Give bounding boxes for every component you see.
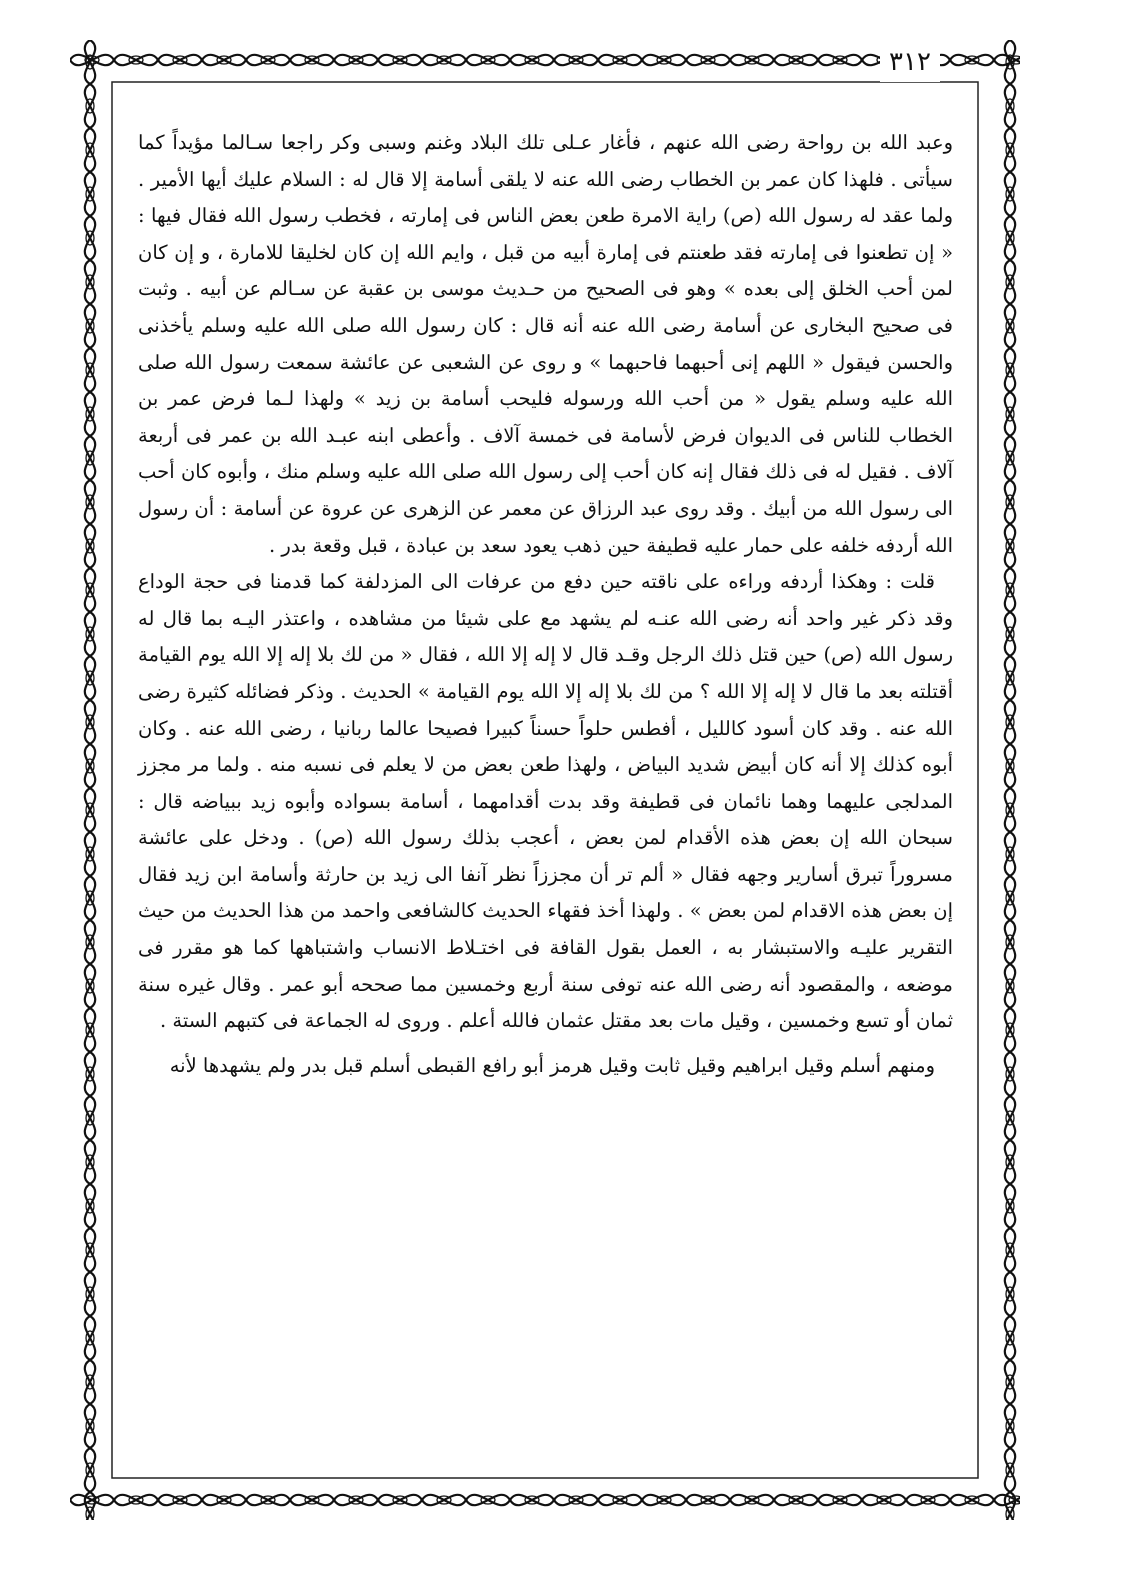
main-text	[138, 125, 953, 1460]
paragraph: قلت : وهكذا أردفه وراءه على ناقته حين دفع من عرفات الى المزدلفة كما قدمنا فى حجة الوداع وقد ذكر غير واحد أنه رضى الله عنـه لم يشهد مع على شيئا من مشاهده ، واعتذر اليـه بما قال له رسول الله (ص) حين قتل ذلك الرجل وقـد قال لا إله إلا الله ، فقال « من لك بلا إله إلا الله يوم القيامة أقتلته بعد ما قال لا إله إلا الله ؟ من لك بلا إله إلا الله يوم القيامة » الحديث . وذكر فضائله كثيرة رضى الله عنه . وقد كان أسود كالليل ، أفطس حلواً حسناً كبيرا فصيحا عالما ربانيا ، رضى الله عنه . وكان أبوه كذلك إلا أنه كان أبيض شديد البياض ، ولهذا طعن بعض من لا يعلم فى نسبه منه . ولما مر مجزز المدلجى عليهما وهما نائمان فى قطيفة وقد بدت أقدامهما ، أسامة بسواده وأبوه زيد ببياضه قال : سبحان الله إن بعض هذه الأقدام لمن بعض ، أعجب بذلك رسول الله (ص) . ودخل على عائشة مسروراً تبرق أسارير وجهه فقال « ألم تر أن مجززاً نظر آنفا الى زيد بن حارثة وأسامة ابن زيد فقال إن بعض هذه الاقدام لمن بعض » . ولهذا أخذ فقهاء الحديث كالشافعى واحمد من هذا الحديث من حيث التقرير عليـه والاستبشار به ، العمل بقول القافة فى اختـلاط الانساب واشتباهها كما هو مقرر فى موضعه ، والمقصود أنه رضى الله عنه توفى سنة أربع وخمسين مما صححه أبو عمر . وقال غيره سنة ثمان أو تسع وخمسين ، وقيل مات بعد مقتل عثمان فالله أعلم . وروى له الجماعة فى كتبهم الستة .	[138, 570, 953, 1033]
paragraph: ومنهم أسلم وقيل ابراهيم وقيل ثابت وقيل هرمز أبو رافع القبطى أسلم قبل بدر ولم يشهدها لأنه	[169, 1053, 935, 1077]
paragraph: وعبد الله بن رواحة رضى الله عنهم ، فأغار عـلى تلك البلاد وغنم وسبى وكر راجعا سـالما مؤيداً كما سيأتى . فلهذا كان عمر بن الخطاب رضى الله عنه لا يلقى أسامة إلا قال له : السلام عليك أيها الأمير . ولما عقد له رسول الله (ص) راية الامرة طعن بعض الناس فى إمارته ، فخطب رسول الله فقال فيها : « إن تطعنوا فى إمارته فقد طعنتم فى إمارة أبيه من قبل ، وايم الله إن كان لخليقا للامارة ، و إن كان لمن أحب الخلق إلى بعده » وهو فى الصحيح من حـديث موسى بن عقبة عن سـالم عن أبيه . وثبت فى صحيح البخارى عن أسامة رضى الله عنه أنه قال : كان رسول الله صلى الله عليه وسلم يأخذنى والحسن فيقول « اللهم إنى أحبهما فاحبهما » و روى عن الشعبى عن عائشة سمعت رسول الله صلى الله عليه وسلم يقول « من أحب الله ورسوله فليحب أسامة بن زيد » ولهذا لـما فرض عمر بن الخطاب للناس فى الديوان فرض لأسامة فى خمسة آلاف . وأعطى ابنه عبـد الله بن عمر فى أربعة آلاف . فقيل له فى ذلك فقال إنه كان أحب إلى رسول الله صلى الله عليه وسلم منك ، وأبوه كان أحب الى رسول الله من أبيك . وقد روى عبد الرزاق عن معمر عن الزهرى عن عروة عن أسامة : أن رسول الله أردفه خلفه على حمار عليه قطيفة حين ذهب يعود سعد بن عبادة ، قبل وقعة بدر .	[138, 131, 953, 557]
page-number: ٣١٢	[880, 42, 940, 82]
